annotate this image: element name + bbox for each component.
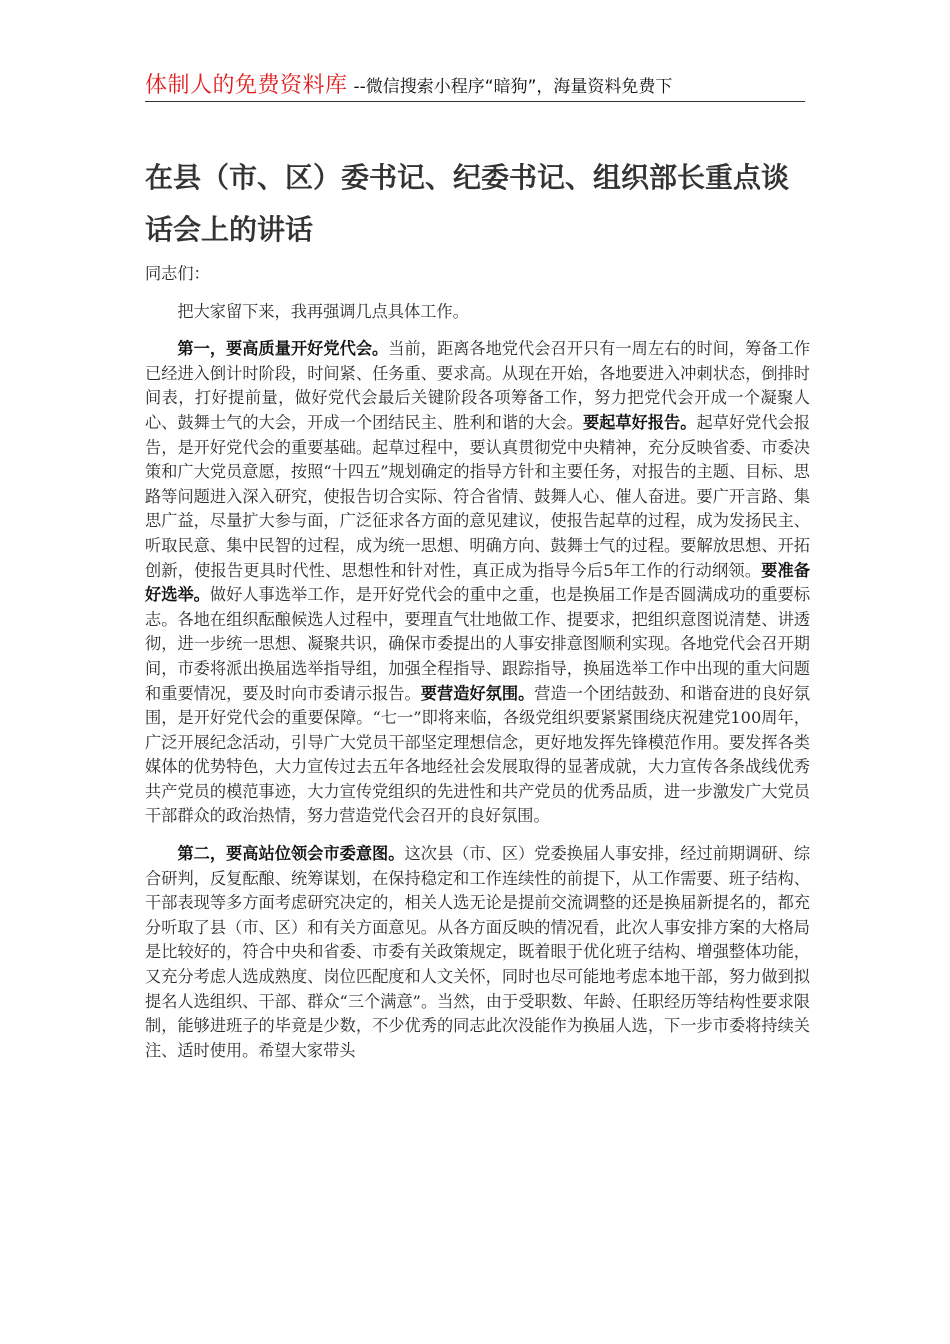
paragraph-1-text-3: 做好人事选举工作，是开好党代会的重中之重，也是换届工作是否圆满成功的重要标志。各地在组织酝酿候选人过程中，要理直气壮地做工作、提要求，把组织意图说清楚、讲透彻，进一步统一思想、凝聚共识，确保市委提出的人事安排意图顺利实现。各地党代会召开期间，市委将派出换届选举指导组，加强全程指导、跟踪指导，换届选举工作中出现的重大问题和重要情况，要及时向市委请示报告。 bbox=[145, 585, 811, 703]
heading-election: 要准备好选举。 bbox=[145, 560, 811, 605]
heading-report: 要起草好报告。 bbox=[582, 412, 697, 432]
paragraph-1-text-1: 当前，距离各地党代会召开只有一周左右的时间，筹备工作已经进入倒计时阶段，时间紧、任务重、要求高。从现在开始，各地要进入冲刺状态，倒排时间表，打好提前量，做好党代会最后关键阶段各项筹备工作，努力把党代会开成一个凝聚人心、鼓舞士气的大会，开成一个团结民主、胜利和谐的大会。 bbox=[145, 339, 811, 432]
paragraph-2-text-1: 这次县（市、区）党委换届人事安排，经过前期调研、综合研判，反复酝酿、统筹谋划，在保持稳定和工作连续性的前提下，从工作需要、班子结构、干部表现等多方面考虑研究决定的，相关人选无论是提前交流调整的还是换届新提名的，都充分听取了县（市、区）和有关方面意见。从各方面反映的情况看，此次人事安排方案的大格局是比较好的，符合中央和省委、市委有关政策规定，既着眼于优化班子结构、增强整体功能，又充分考虑人选成熟度、岗位匹配度和人文关怀，同时也尽可能地考虑本地干部，努力做到拟提名人选组织、干部、群众“三个满意”。当然，由于受职数、年龄、任职经历等结构性要求限制，能够进班子的毕竟是少数，不少优秀的同志此次没能作为换届人选，下一步市委将持续关注、适时使用。希望大家带头 bbox=[145, 844, 811, 1060]
paragraph-1-text-4: 营造一个团结鼓劲、和谐奋进的良好氛围，是开好党代会的重要保障。“七一”即将来临，各级党组织要紧紧围绕庆祝建党100周年，广泛开展纪念活动，引导广大党员干部坚定理想信念，更好地发挥先锋模范作用。要发挥各类媒体的优势特色，大力宣传过去五年各地经社会发展取得的显著成就，大力宣传各条战线优秀共产党员的模范事迹，大力宣传党组织的先进性和共产党员的优秀品质，进一步激发广大党员干部群众的政治热情，努力营造党代会召开的良好氛围。 bbox=[145, 683, 811, 826]
heading-second: 第二，要高站位领会市委意图。 bbox=[177, 844, 405, 864]
paragraph-1-text-2: 起草好党代会报告，是开好党代会的重要基础。起草过程中，要认真贯彻党中央精神，充分反映省委、市委决策和广大党员意愿，按照“十四五”规划确定的指导方针和主要任务，对报告的主题、目标、思路等问题进入深入研究，使报告切合实际、符合省情、鼓舞人心、催人奋进。要广开言路、集思广益，尽量扩大参与面，广泛征求各方面的意见建议，使报告起草的过程，成为发扬民主、听取民意、集中民智的过程，成为统一思想、明确方向、鼓舞士气的过程。要解放思想、开拓创新，使报告更具时代性、思想性和针对性，真正成为指导今后5年工作的行动纲领。 bbox=[145, 412, 811, 580]
slogan-text: --微信搜索小程序“暗狗”，海量资料免费下 bbox=[353, 77, 673, 97]
paragraph-2 bbox=[145, 842, 810, 1063]
document-body bbox=[145, 262, 810, 1076]
heading-first: 第一，要高质量开好党代会。 bbox=[177, 339, 389, 359]
salutation: 同志们： bbox=[145, 264, 210, 283]
brand-text: 体制人的免费资料库 bbox=[145, 73, 348, 98]
paragraph-1 bbox=[145, 337, 810, 829]
heading-atmosphere: 要营造好氛围。 bbox=[420, 683, 535, 703]
page-header bbox=[145, 70, 805, 102]
intro-paragraph: 把大家留下来，我再强调几点具体工作。 bbox=[177, 301, 469, 321]
document-title: 在县（市、区）委书记、纪委书记、组织部长重点谈话会上的讲话 bbox=[145, 161, 790, 246]
